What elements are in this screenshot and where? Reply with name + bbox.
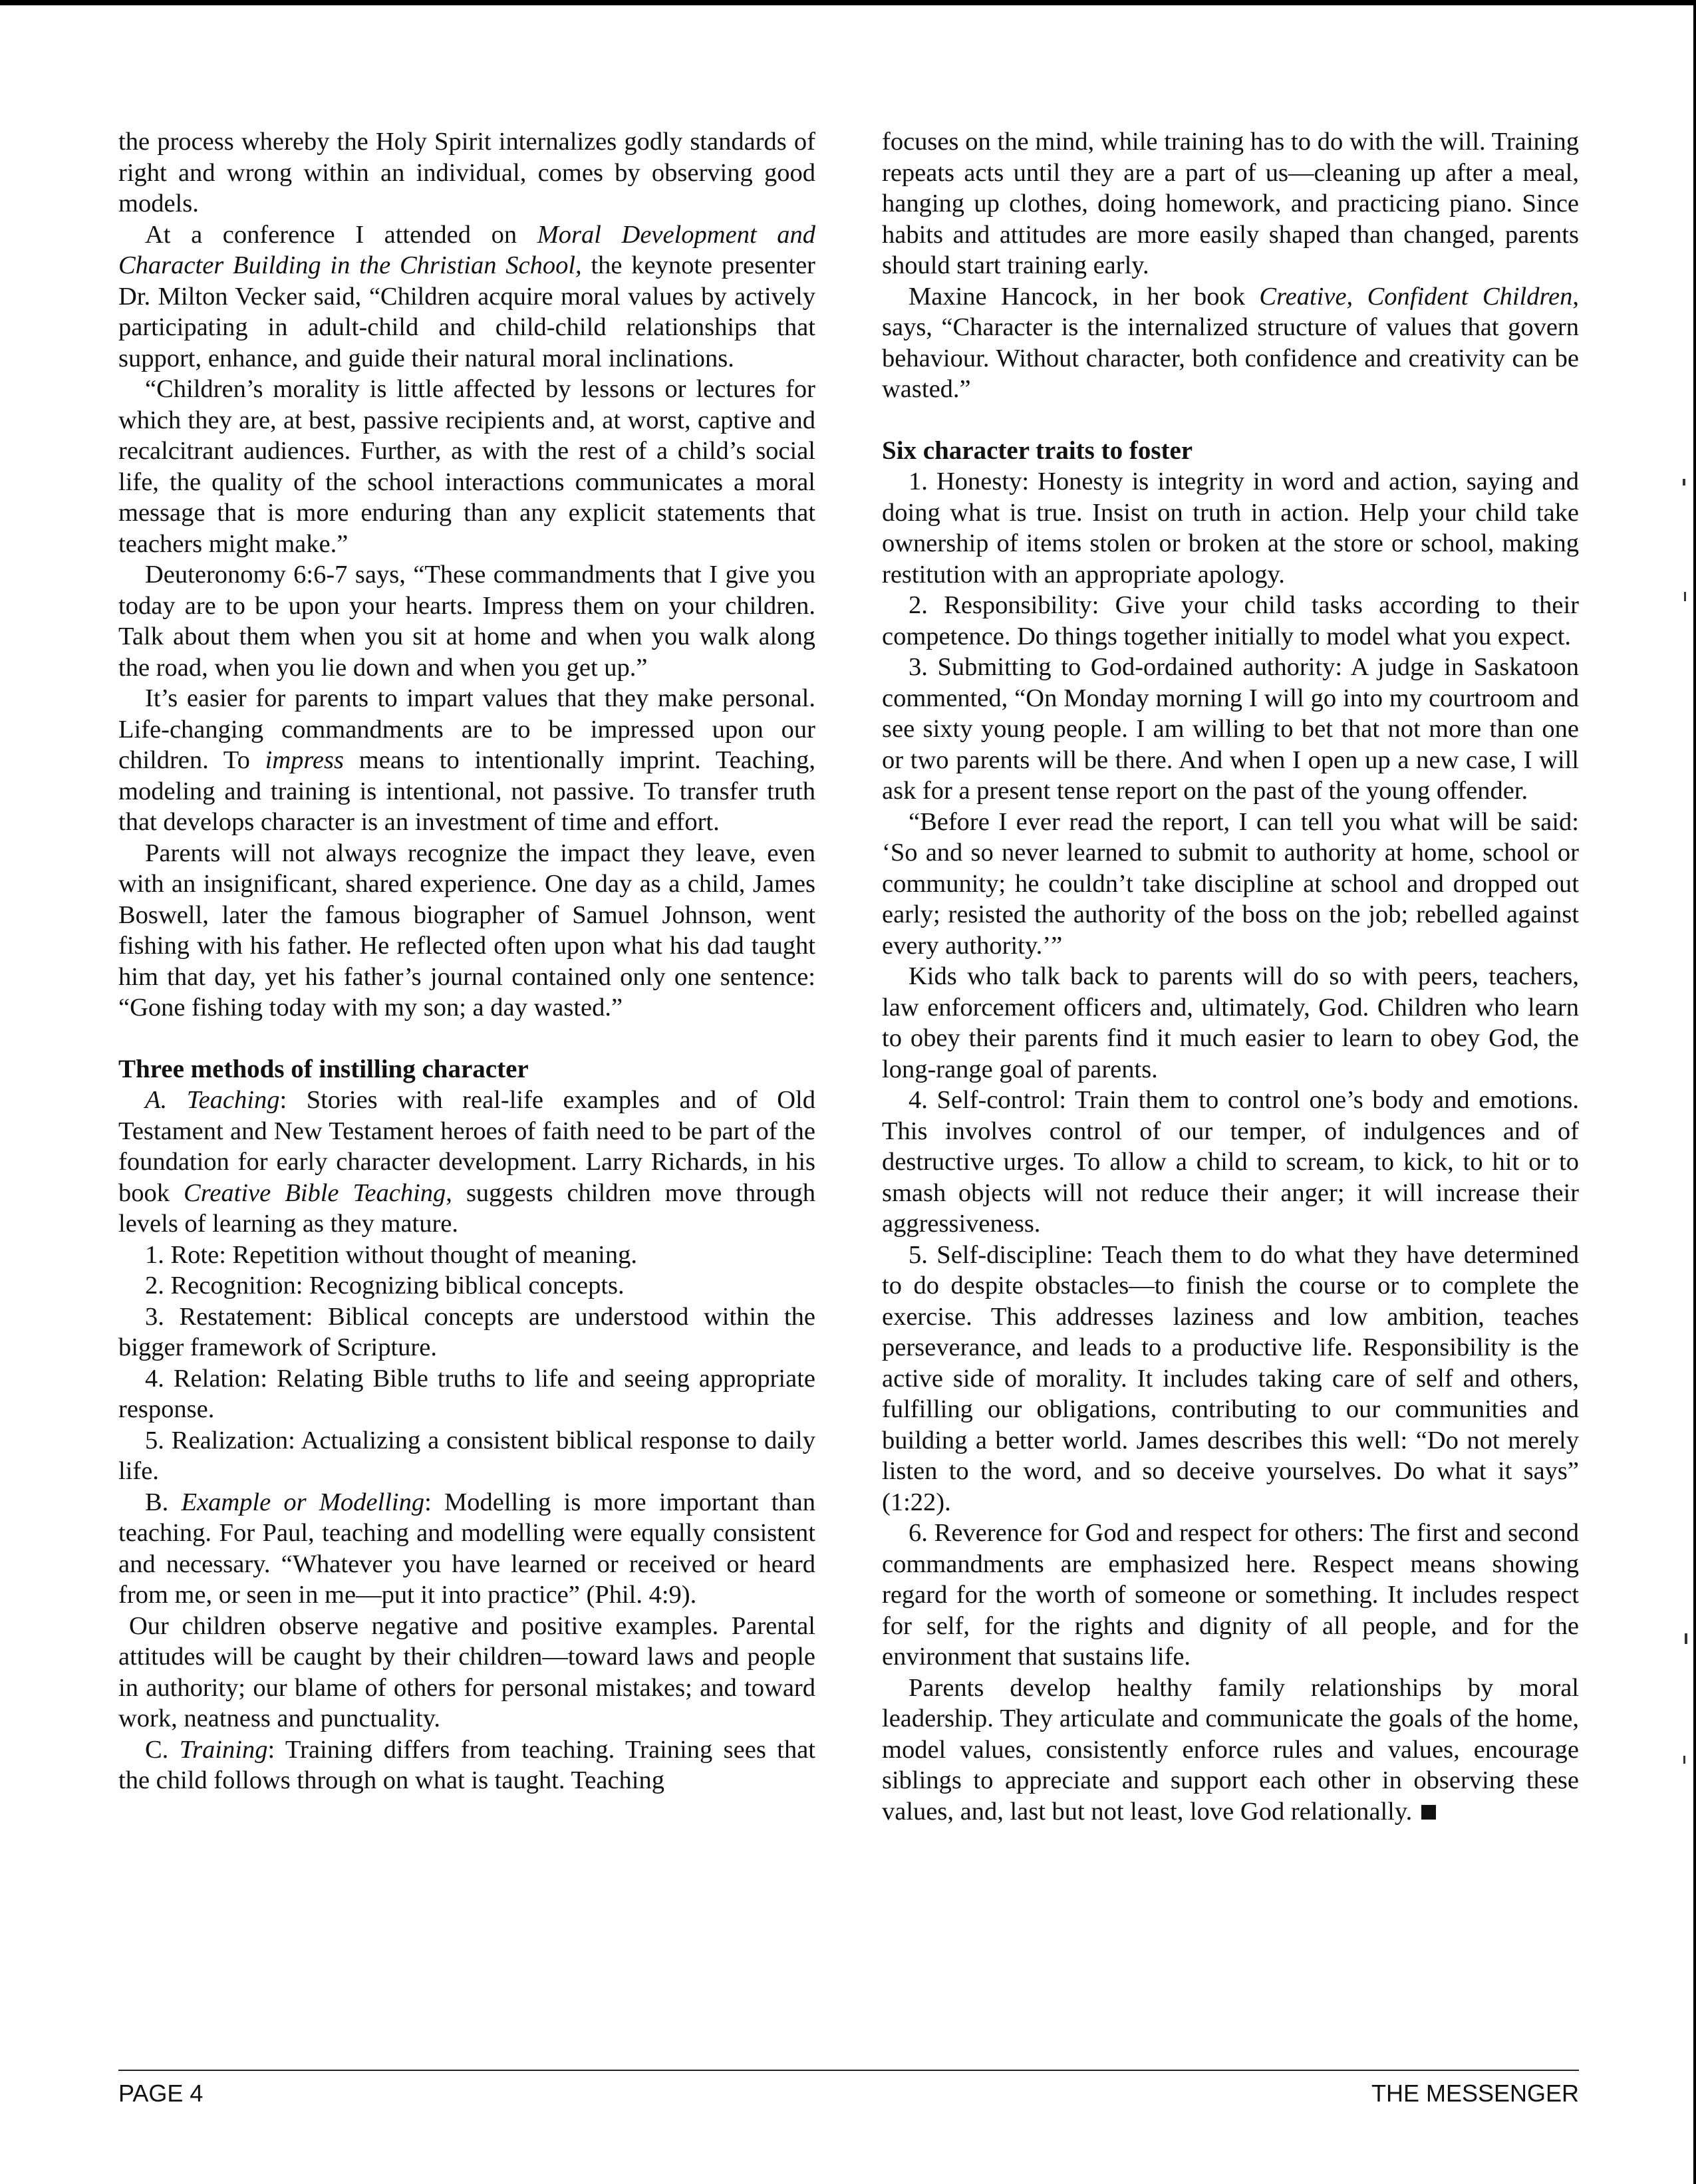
list-item: 6. Reverence for God and respect for others: The first and second commandments are emphasized here. Respect means showing regard for the worth of someone or something. It includes respect for self, for the rights and dignity of all people, and for the environment that sustains life. <box>882 1519 1579 1671</box>
paragraph: focuses on the mind, while training has to do with the will. Training repeats acts until they are a part of us—cleaning up after a meal, hanging up clothes, doing homework, and practicing piano. Since habits and attitudes are more easily shaped than changed, parents should start training early. <box>882 128 1579 279</box>
scan-border-right <box>1693 0 1696 2184</box>
paragraph: “Children’s morality is little affected by lessons or lectures for which they are, at best, passive recipients and, at worst, captive and recalcitrant audiences. Further, as with the rest of a child’s social life, the quality of the school interactions communicates a moral message that is more enduring than any explicit statements that teachers might make.” <box>118 375 815 558</box>
list-item: 4. Self-control: Train them to control one’s body and emotions. This involves control of our temper, of indulgences and of destructive urges. To allow a child to scream, to kick, to hit or to smash objects will not reduce their anger; it will increase their aggressiveness. <box>882 1086 1579 1238</box>
method-label: A. Teaching <box>145 1086 280 1114</box>
list-item: 2. Recognition: Recognizing biblical concepts. <box>145 1272 625 1299</box>
footer-rule <box>118 2070 1579 2071</box>
paragraph: At a conference I attended on Moral Development and Character Building in the Christian School, the keynote presenter Dr. Milton Vecker said, “Children acquire moral values by actively participating in adult-child and child-child relationships that support, enhance, and guide their natural moral inclinations. <box>118 220 815 372</box>
list-item: 3. Restatement: Biblical concepts are understood within the bigger framework of Scripture. <box>118 1302 815 1361</box>
list-item: 5. Realization: Actualizing a consistent biblical response to daily life. <box>118 1426 815 1485</box>
publication-name: THE MESSENGER <box>1371 2080 1579 2107</box>
section-heading: Six character traits to foster <box>882 436 1193 465</box>
paragraph: B. Example or Modelling: Modelling is more important than teaching. For Paul, teaching and modelling were equally consistent and necessary. “Whatever you have learned or received or heard from me, or seen in me—put it into practice” (Phil. 4:9). <box>118 1488 815 1609</box>
left-column <box>118 126 815 1796</box>
list-item: 1. Honesty: Honesty is integrity in word and action, saying and doing what is true. Insist on truth in action. Help your child take ownership of items stolen or broken at the store or school, making restitution with an appropriate apology. <box>882 468 1579 589</box>
scan-speck <box>1684 592 1686 601</box>
paragraph: C. Training: Training differs from teaching. Training sees that the child follows through on what is taught. Teaching <box>118 1735 815 1794</box>
emphasis: impress <box>265 746 344 774</box>
book-title: Creative Bible Teaching <box>184 1178 446 1207</box>
paragraph: Kids who talk back to parents will do so with peers, teachers, law enforcement officers and, ultimately, God. Children who learn to obey their parents find it much easier to learn to obey God, the long-range goal of parents. <box>882 962 1579 1083</box>
paragraph: It’s easier for parents to impart values that they make personal. Life-changing commandments are to be impressed upon our children. To impress means to intentionally imprint. Teaching, modeling and training is intentional, not passive. To transfer truth that develops character is an investment of time and effort. <box>118 684 816 836</box>
list-item: 3. Submitting to God-ordained authority: A judge in Saskatoon commented, “On Monday morning I will go into my courtroom and see sixty young people. I am willing to bet that not more than one or two parents will be there. And when I open up a new case, I will ask for a present tense report on the past of the young offender. <box>882 653 1579 805</box>
scan-speck <box>1683 1756 1685 1764</box>
method-label: Training <box>179 1735 268 1764</box>
list-item: 2. Responsibility: Give your child tasks according to their competence. Do things together initially to model what you expect. <box>882 591 1579 650</box>
scan-speck <box>1683 479 1685 485</box>
list-item: 5. Self-discipline: Teach them to do what they have determined to do despite obstacles—to finish the course or to complete the exercise. This addresses laziness and low ambition, teaches perseverance, and leads to a productive life. Responsibility is the active side of morality. It includes taking care of self and others, fulfilling our obligations, contributing to our communities and building a better world. James describes this well: “Do not merely listen to the word, and so deceive yourselves. Do what it says” (1:22). <box>882 1240 1579 1516</box>
section-heading: Three methods of instilling character <box>118 1054 529 1083</box>
paragraph: Maxine Hancock, in her book Creative, Confident Children, says, “Character is the internalized structure of values that govern behaviour. Without character, both confidence and creativity can be wasted.” <box>882 282 1579 403</box>
page-number: PAGE 4 <box>118 2080 204 2107</box>
paragraph: Parents develop healthy family relationships by moral leadership. They articulate and communicate the goals of the home, model values, consistently enforce rules and values, encourage siblings to appreciate and support each other in observing these values, and, last but not least, love God relationally. <box>882 1673 1579 1826</box>
conference-title: Moral Development and Character Building in the Christian School, <box>118 220 815 279</box>
paragraph: A. Teaching: Stories with real-life examples and of Old Testament and New Testament heroes of faith need to be part of the foundation for early character development. Larry Richards, in his book Creative Bible Teaching, suggests children move through levels of learning as they mature. <box>118 1086 816 1238</box>
list-item: 1. Rote: Repetition without thought of meaning. <box>145 1240 637 1269</box>
book-title: Creative, Confident Children <box>1259 282 1573 311</box>
scan-border-top <box>0 0 1696 5</box>
paragraph: Deuteronomy 6:6-7 says, “These commandments that I give you today are to be upon your hearts. Impress them on your children. Talk about them when you sit at home and when you walk along the road, when you lie down and when you get up.” <box>118 561 815 682</box>
paragraph: “Before I ever read the report, I can tell you what will be said: ‘So and so never learned to submit to authority at home, school or community; he couldn’t take discipline at school and dropped out early; resisted the authority of the boss on the job; rebelled against every authority.’” <box>882 807 1579 960</box>
method-label: Example or Modelling <box>181 1488 425 1516</box>
paragraph: Our children observe negative and positive examples. Parental attitudes will be caught by their children—toward laws and people in authority; our blame of others for personal mistakes; and toward work, neatness and punctuality. <box>118 1611 815 1732</box>
list-item: 4. Relation: Relating Bible truths to life and seeing appropriate response. <box>118 1364 815 1423</box>
paragraph: the process whereby the Holy Spirit internalizes godly standards of right and wrong within an individual, comes by observing good models. <box>118 128 815 217</box>
right-column <box>882 126 1579 1827</box>
scan-speck <box>1685 1633 1687 1644</box>
end-of-article-mark-icon <box>1421 1805 1436 1820</box>
paragraph: Parents will not always recognize the impact they leave, even with an insignificant, shared experience. One day as a child, James Boswell, later the famous biographer of Samuel Johnson, went fishing with his father. He reflected often upon what his dad taught him that day, yet his father’s journal contained only one sentence: “Gone fishing today with my son; a day wasted.” <box>118 839 815 1022</box>
